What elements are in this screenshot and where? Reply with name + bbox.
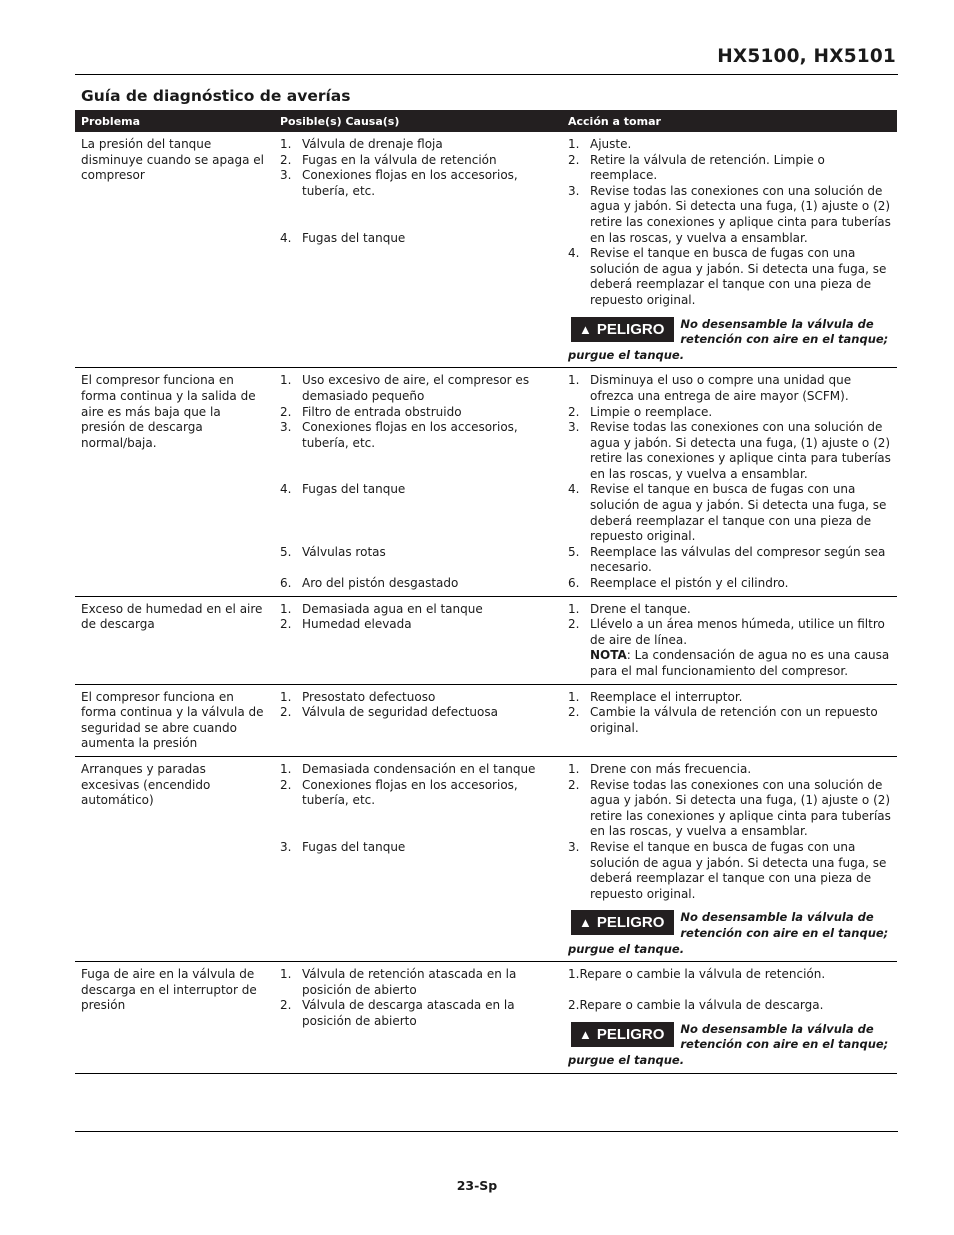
list-item: 2. Revise todas las conexiones con una solución de agua y jabón. Si detecta una fuga, (1) ajuste o (2) retire las conexiones y aplique cinta para tuberías en las roscas, y vuelva a ensamblar. [568,777,891,839]
list-item: 3. Conexiones flojas en los accesorios, tubería, etc. [280,168,518,198]
problem-cell: Fuga de aire en la válvula de descarga en el interruptor de presión [81,967,257,1013]
list-item: 1. Reemplace el interruptor. [568,689,743,704]
list-item: 3. Revise todas las conexiones con una solución de agua y jabón. Si detecta una fuga, (1) ajuste o (2) retire las conexiones y aplique cinta para tuberías en las roscas, y vuelva a ensamblar. [568,183,891,245]
actions-cell [562,690,897,752]
list-item: 3. Revise todas las conexiones con una solución de agua y jabón. Si detecta una fuga, (1) ajuste o (2) retire las conexiones y aplique cinta para tuberías en las roscas, y vuelva a ensamblar. [568,420,891,481]
list-item: 4. Fugas del tanque [280,482,406,497]
actions-cell [562,137,897,363]
causes-cell [274,373,562,591]
actions-cell [562,602,897,680]
problem-cell: Exceso de humedad en el aire de descarga [81,601,263,632]
danger-warning [568,910,895,957]
column-header-actions: Acción a tomar [568,114,661,128]
problem-cell: El compresor funciona en forma continua y la salida de aire es más baja que la presión de descarga normal/baja. [81,373,256,450]
causes-cell [274,602,562,680]
problem-cell: Arranques y paradas excesivas (encendido automático) [81,761,211,808]
table-row [75,685,897,757]
column-header-problem: Problema [81,114,141,128]
danger-text: No desensamble la válvula de retención con aire en el tanque; purgue el tanque. [568,1021,889,1068]
table-row [75,132,897,368]
table-header [75,110,897,132]
list-item: 2.Repare o cambie la válvula de descarga. [568,998,824,1013]
note [568,648,895,679]
section-title: Guía de diagnóstico de averías [81,87,351,105]
list-item: 3. Fugas del tanque [280,839,406,854]
table-row [75,962,897,1074]
list-item: 6. Reemplace el pistón y el cilindro. [568,576,789,591]
problem-cell: El compresor funciona en forma continua y la válvula de seguridad se abre cuando aumenta la presión [81,689,264,751]
list-item: 2. Humedad elevada [280,617,412,632]
list-item: 3. Revise el tanque en busca de fugas con una solución de agua y jabón. Si detecta una fuga, se deberá reemplazar el tanque con una pieza de repuesto original. [568,839,887,901]
problem-cell: La presión del tanque disminuye cuando se apaga el compresor [81,137,264,183]
list-item: 2. Fugas en la válvula de retención [280,152,497,167]
actions-cell [562,762,897,957]
list-item: 1.Repare o cambie la válvula de retención. [568,967,826,982]
warning-triangle-icon: ▲ [579,915,592,931]
list-item: 2. Válvula de descarga atascada en la posición de abierto [280,998,515,1028]
list-item: 1. Presostato defectuoso [280,689,436,704]
list-item: 1. Drene el tanque. [568,601,691,616]
danger-badge: ▲ PELIGRO [571,1022,674,1047]
actions-cell [562,967,897,1069]
table-row [75,757,897,962]
list-item: 5. Reemplace las válvulas del compresor según sea necesario. [568,544,886,575]
footer-rule [75,1131,898,1132]
note-label: NOTA [590,648,627,663]
list-item: 4. Revise el tanque en busca de fugas con una solución de agua y jabón. Si detecta una fuga, se deberá reemplazar el tanque con una pieza de repuesto original. [568,246,887,307]
list-item: 6. Aro del pistón desgastado [280,576,459,591]
danger-badge: ▲ PELIGRO [571,910,674,935]
header-rule [75,74,898,75]
list-item: 2. Limpie o reemplace. [568,404,713,419]
model-number: HX5100, HX5101 [717,46,896,67]
list-item: 1. Válvula de drenaje floja [280,137,443,151]
danger-text: No desensamble la válvula de retención con aire en el tanque; purgue el tanque. [568,316,889,362]
list-item: 2. Llévelo a un área menos húmeda, utilice un filtro de aire de línea. [568,617,885,647]
list-item: 4. Fugas del tanque [280,230,406,245]
list-item: 1. Uso excesivo de aire, el compresor es demasiado pequeño [280,373,530,403]
column-header-causes: Posible(s) Causa(s) [280,114,400,128]
troubleshooting-table [75,110,897,1074]
list-item: 1. Disminuya el uso o compre una unidad que ofrezca una entrega de aire mayor (SCFM). [568,373,852,403]
list-item: 1. Válvula de retención atascada en la posición de abierto [280,967,517,997]
list-item: 1. Demasiada condensación en el tanque [280,761,536,776]
warning-triangle-icon: ▲ [579,1026,592,1042]
causes-cell [274,137,562,363]
list-item: 1. Ajuste. [568,137,632,151]
list-item: 2. Válvula de seguridad defectuosa [280,705,498,720]
actions-cell [562,373,897,591]
danger-warning [568,317,895,364]
note-text: : La condensación de agua no es una causa para el mal funcionamiento del compresor. [590,648,890,678]
list-item: 2. Cambie la válvula de retención con un repuesto original. [568,705,878,735]
page-number: 23-Sp [456,1178,498,1193]
danger-warning [568,1022,895,1069]
causes-cell [274,762,562,957]
warning-triangle-icon: ▲ [579,321,592,337]
danger-text: No desensamble la válvula de retención con aire en el tanque; purgue el tanque. [568,910,889,956]
list-item: 1. Drene con más frecuencia. [568,761,752,776]
list-item: 2. Conexiones flojas en los accesorios, tubería, etc. [280,777,518,808]
list-item: 5. Válvulas rotas [280,544,386,559]
list-item: 4. Revise el tanque en busca de fugas con una solución de agua y jabón. Si detecta una fuga, se deberá reemplazar el tanque con una pieza de repuesto original. [568,482,887,544]
danger-badge: ▲ PELIGRO [571,317,674,342]
list-item: 2. Retire la válvula de retención. Limpie o reemplace. [568,152,825,183]
list-item: 3. Conexiones flojas en los accesorios, tubería, etc. [280,420,518,450]
causes-cell [274,967,562,1069]
list-item: 1. Demasiada agua en el tanque [280,601,483,616]
causes-cell [274,690,562,752]
table-row [75,597,897,685]
table-row [75,368,897,596]
list-item: 2. Filtro de entrada obstruido [280,404,462,419]
